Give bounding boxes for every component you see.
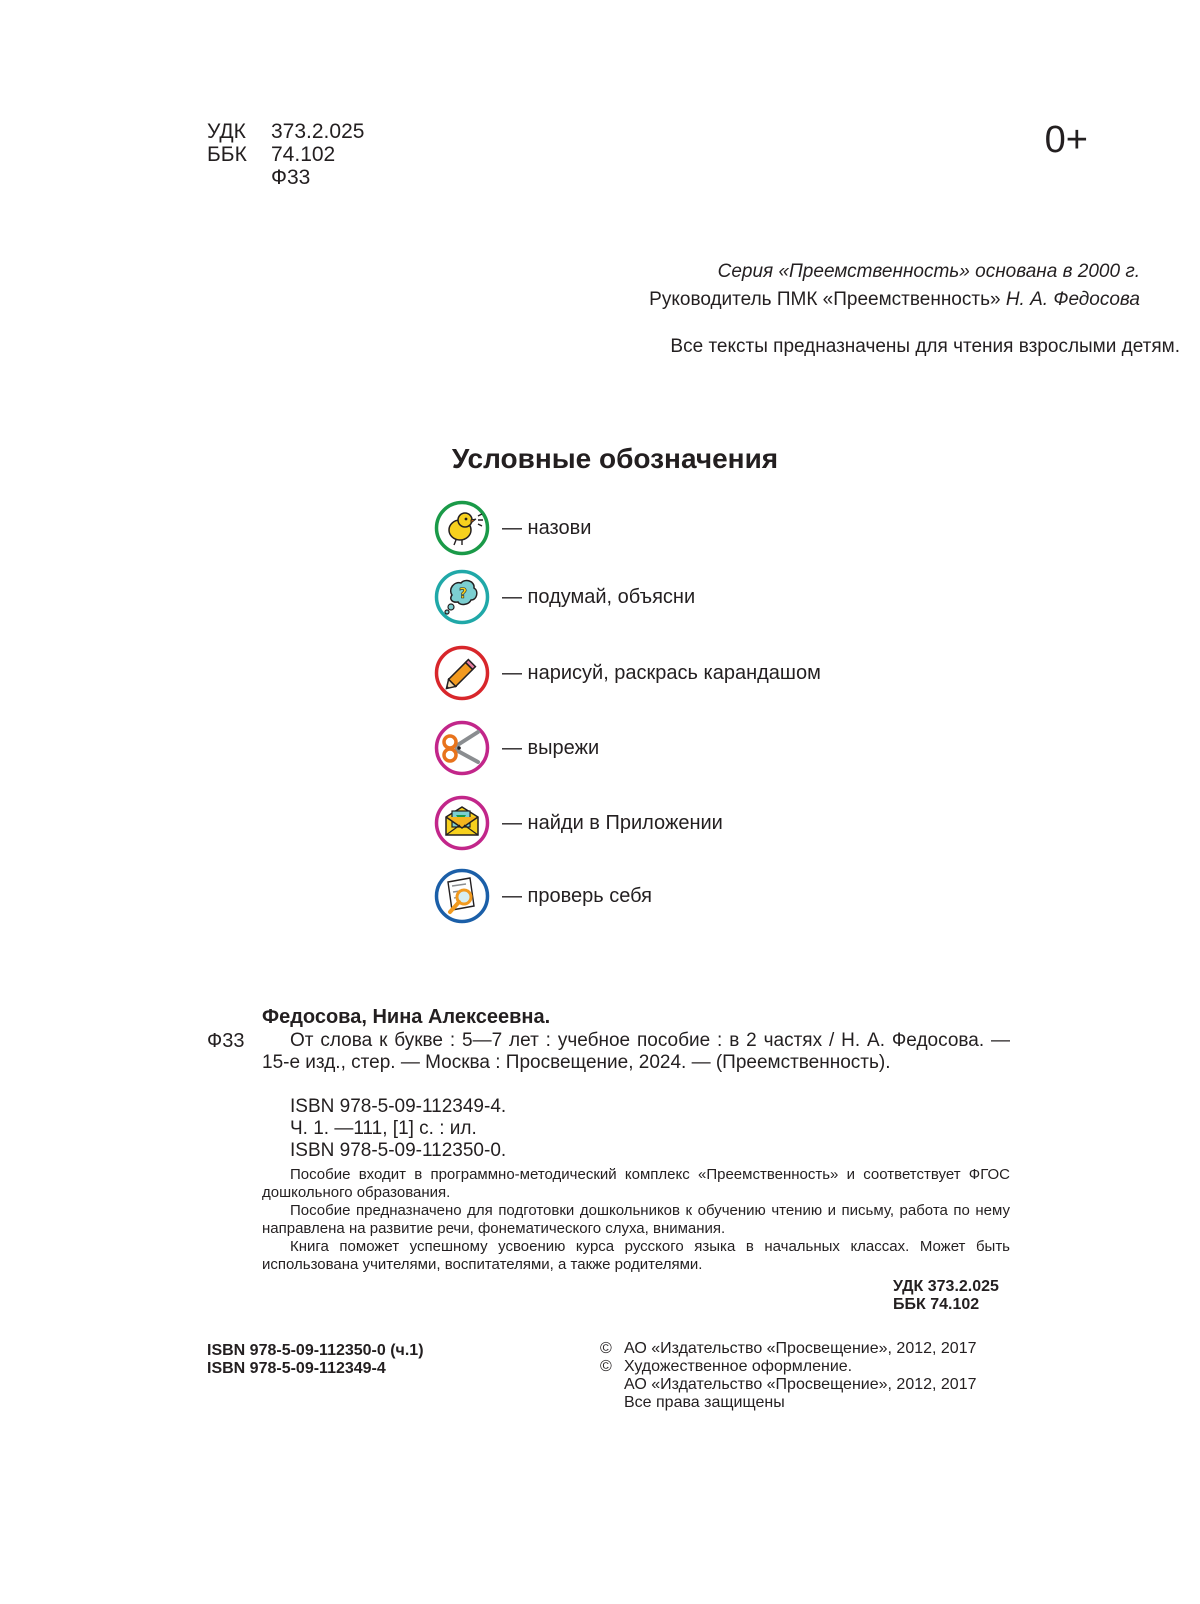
isbn-block [207,1342,424,1378]
question-bubble-icon [434,569,490,625]
bib-classification [893,1278,999,1314]
rights-reserved: Все права защищены [624,1394,785,1411]
legend-label: — найди в Приложении [502,811,723,834]
legend-label: — подумай, объясни [502,585,696,608]
legend-item-cut [434,718,599,778]
legend-item-check [434,866,652,926]
classification-block [207,120,364,189]
udk-value: 373.2.025 [271,120,365,143]
bib-isbn-set: ISBN 978-5-09-112349-4. [290,1096,507,1117]
author-sign: Ф33 [271,166,311,189]
copyright-block [600,1340,977,1412]
bib-part: Ч. 1. —111, [1] с. : ил. [290,1118,477,1139]
bib-annotation-2: Пособие предназначено для подготовки дошкольников к обучению чтению и письму, работа по нему направлена на развитие речи, фонематического слуха, внимания. [262,1202,1010,1237]
copyright-symbol: © [600,1340,612,1357]
series-founded: Серия «Преемственность» основана в 2000 г. [717,261,1140,282]
bib-bbk: ББК 74.102 [893,1296,980,1313]
bib-isbn-part: ISBN 978-5-09-112350-0. [290,1140,507,1161]
svg-text:?: ? [458,586,468,602]
legend-item-draw [434,643,821,703]
legend-label: — назови [502,516,592,539]
isbn-part-1: ISBN 978-5-09-112350-0 (ч.1) [207,1342,424,1359]
udk-label: УДК [207,120,246,143]
bird-icon [434,500,490,556]
legend-label: — вырежи [502,736,600,759]
legend-item-think [434,567,695,627]
bib-annotation-1: Пособие входит в программно-методический комплекс «Преемственность» и соответствует ФГОС дошкольного образования. [262,1166,1010,1201]
legend-title: Условные обозначения [451,443,779,474]
copyright-publisher: АО «Издательство «Просвещение», 2012, 2017 [624,1340,977,1357]
bib-description: От слова к букве : 5—7 лет : учебное пособие : в 2 частях / Н. А. Федосова. — 15-е изд., стер. — Москва : Просвещение, 2024. — (Преемственность). [262,1030,1010,1073]
legend-item-appendix [434,793,723,853]
copyright-design-publisher: АО «Издательство «Просвещение», 2012, 2017 [624,1376,977,1393]
legend-item-name [434,498,591,558]
pencil-icon [434,645,490,701]
bib-author: Федосова, Нина Алексеевна. [262,1006,551,1028]
scissors-icon [434,720,490,776]
copyright-symbol: © [600,1358,612,1375]
series-editor [0,286,1140,314]
bib-annotation-3: Книга поможет успешному усвоению курса русского языка в начальных классах. Может быть использована учителями, воспитателями, а также родителями. [262,1238,1010,1273]
series-editor-prefix: Руководитель ПМК «Преемственность» [649,289,1001,310]
reading-note: Все тексты предназначены для чтения взрослыми детям. [670,336,1180,357]
bib-udk: УДК 373.2.025 [893,1278,999,1295]
copyright-design: Художественное оформление. [624,1358,853,1375]
bib-author-sign: Ф33 [207,1030,245,1052]
bbk-value: 74.102 [271,143,336,166]
envelope-icon [434,795,490,851]
legend-label: — нарисуй, раскрась карандашом [502,661,821,684]
magnifier-icon [434,868,490,924]
bbk-label: ББК [207,143,247,166]
legend-label: — проверь себя [502,884,652,907]
age-rating: 0+ [1044,119,1088,161]
series-editor-name: Н. А. Федосова [1005,289,1140,310]
isbn-total: ISBN 978-5-09-112349-4 [207,1360,386,1377]
